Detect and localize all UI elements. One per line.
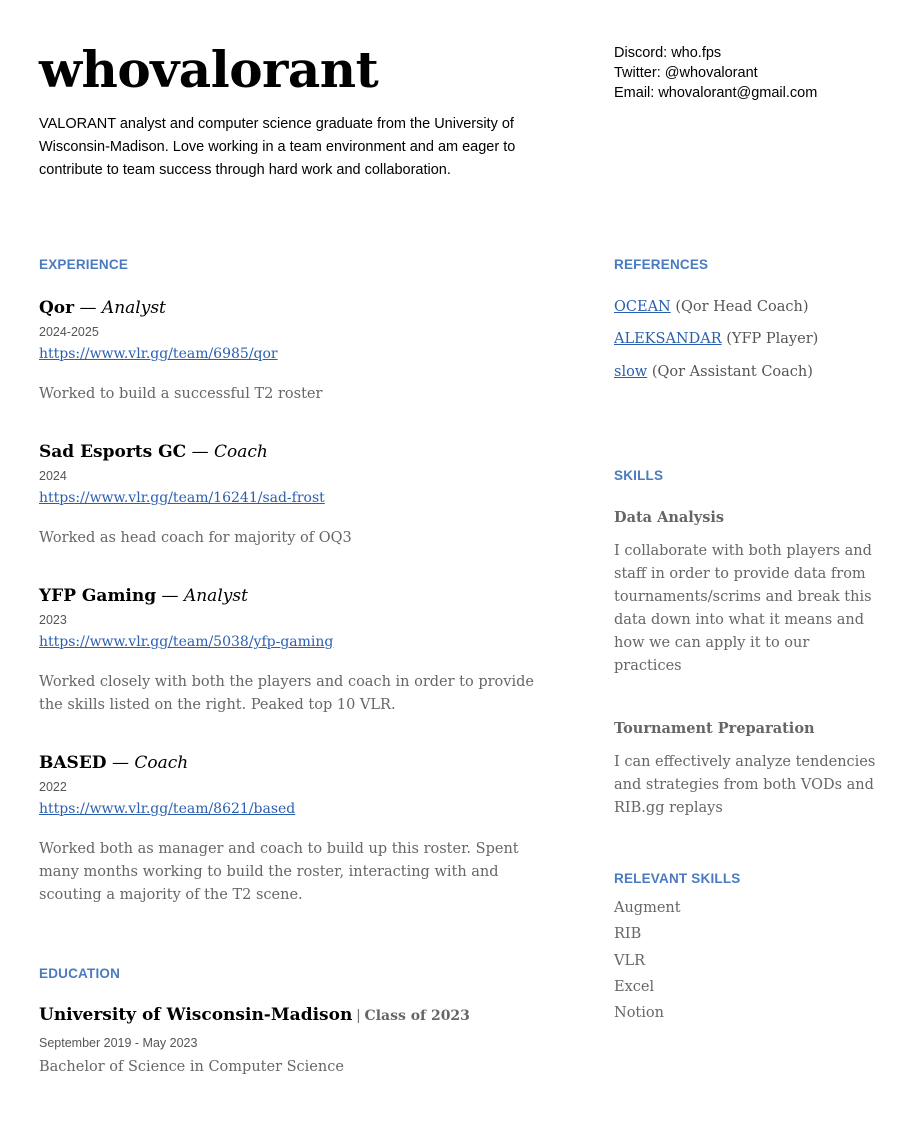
reference-role: (Qor Head Coach) [670, 299, 809, 315]
job-title [39, 440, 559, 464]
job-role: Analyst [101, 298, 166, 318]
references-heading: REFERENCES [614, 257, 709, 272]
job-org: YFP Gaming [39, 586, 157, 606]
experience-heading: EXPERIENCE [39, 257, 129, 272]
skill-title: Tournament Preparation [614, 720, 815, 737]
reference-link[interactable]: slow [614, 364, 648, 380]
job-description: Worked closely with both the players and coach in order to provide the skills listed on the right. Peaked top 10 VLR. [39, 674, 534, 713]
job-dash: — [156, 586, 184, 606]
education-class: Class of 2023 [364, 1008, 470, 1024]
skills-heading: SKILLS [614, 468, 664, 483]
reference-item [614, 297, 809, 317]
education-separator: | [352, 1007, 365, 1024]
job-link[interactable]: https://www.vlr.gg/team/16241/sad-frost [39, 490, 325, 506]
job-org: Sad Esports GC [39, 442, 187, 462]
job-title [39, 296, 559, 320]
reference-link[interactable]: ALEKSANDAR [614, 331, 722, 347]
summary-text: VALORANT analyst and computer science graduate from the University of Wisconsin-Madison. Love working in a team environment and am eager to contribute to team success through hard work and collaboration. [39, 116, 516, 178]
job-description: Worked as head coach for majority of OQ3 [39, 530, 352, 546]
job-date: 2023 [39, 613, 67, 627]
skill-title: Data Analysis [614, 509, 725, 526]
education-title [39, 1005, 470, 1025]
job-link[interactable]: https://www.vlr.gg/team/5038/yfp-gaming [39, 634, 334, 650]
relevant-skill-item: Excel [614, 978, 655, 995]
job-dash: — [106, 753, 135, 773]
job-role: Analyst [183, 586, 248, 606]
education-date: September 2019 - May 2023 [39, 1036, 198, 1050]
job-dash: — [186, 442, 215, 462]
contact-twitter: Twitter: @whovalorant [614, 65, 758, 81]
contact-discord: Discord: who.fps [614, 45, 722, 61]
education-degree: Bachelor of Science in Computer Science [39, 1059, 344, 1075]
education-heading: EDUCATION [39, 966, 121, 981]
experience-item [39, 440, 559, 550]
reference-item [614, 329, 818, 349]
relevant-skills-heading: RELEVANT SKILLS [614, 871, 741, 886]
experience-item [39, 751, 559, 907]
job-date: 2024-2025 [39, 325, 99, 339]
relevant-skill-item: Augment [614, 900, 681, 916]
job-role: Coach [214, 442, 268, 462]
contact-email[interactable]: Email: whovalorant@gmail.com [614, 85, 818, 101]
job-description: Worked to build a successful T2 roster [39, 386, 323, 402]
relevant-skills-list [614, 895, 681, 1026]
job-link[interactable]: https://www.vlr.gg/team/8621/based [39, 801, 296, 817]
job-dash: — [74, 298, 102, 318]
skill-description: I can effectively analyze tendencies and strategies from both VODs and RIB.gg replays [614, 754, 876, 816]
job-title [39, 584, 559, 608]
experience-item [39, 296, 559, 406]
reference-link[interactable]: OCEAN [614, 299, 671, 315]
job-title [39, 751, 559, 775]
contact-info [614, 43, 817, 103]
job-link[interactable]: https://www.vlr.gg/team/6985/qor [39, 346, 278, 362]
reference-role: (Qor Assistant Coach) [647, 364, 813, 380]
job-org: BASED [39, 753, 107, 773]
job-role: Coach [134, 753, 189, 773]
skill-description: I collaborate with both players and staff in order to provide data from tournaments/scrims and break this data down into what it means and how we can apply it to our practices [614, 543, 872, 674]
reference-role: (YFP Player) [721, 331, 819, 347]
job-description: Worked both as manager and coach to build up this roster. Spent many months working to build the roster, interacting with and scouting a majority of the T2 scene. [39, 841, 519, 903]
job-org: Qor [39, 298, 75, 318]
job-date: 2022 [39, 780, 67, 794]
relevant-skill-item: Notion [614, 1005, 664, 1022]
education-school: University of Wisconsin-Madison [39, 1005, 353, 1025]
page-title: whovalorant [39, 40, 379, 99]
relevant-skill-item: RIB [614, 926, 642, 943]
relevant-skill-item: VLR [614, 952, 646, 969]
experience-item [39, 584, 559, 717]
reference-item [614, 362, 813, 382]
job-date: 2024 [39, 469, 67, 483]
